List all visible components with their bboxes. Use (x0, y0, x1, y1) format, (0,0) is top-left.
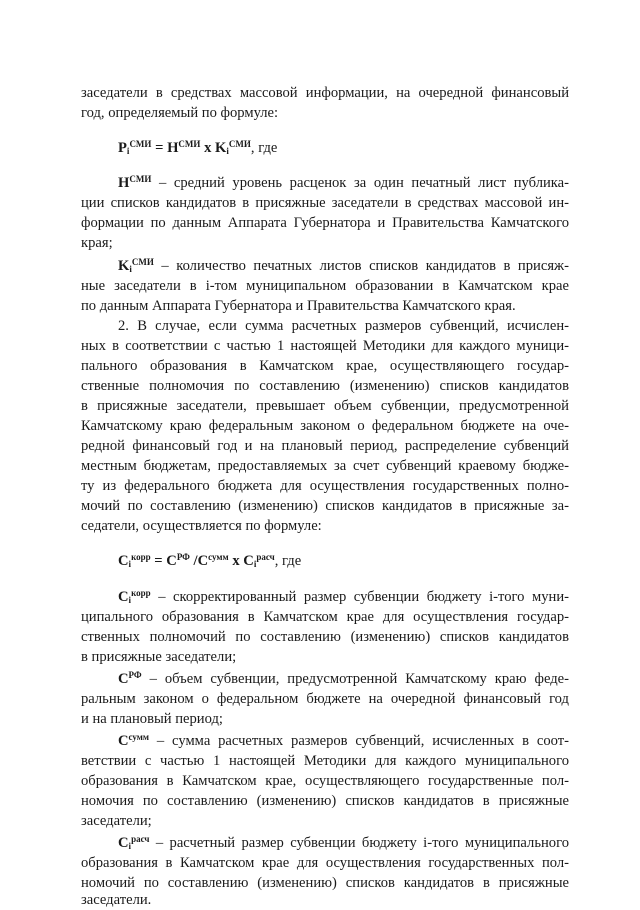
text-line: мочий по составлению (изменению) списков кандидатов в присяжные за- (81, 498, 569, 514)
text-line: и на плановый период; (81, 711, 223, 727)
formula-smi: $P_i^{СМИ} = H^{СМИ}$ x $K_i^{СМИ}$, где (118, 139, 278, 156)
text-line: седатели, осуществляется по формуле: (81, 518, 322, 534)
text-line: местным бюджетам, предоставляемых за счет субвенций краевому бюдже- (81, 458, 569, 474)
definition-c-summ: $C^{сумм}$ – сумма расчетных размеров субвенций, исчисленных в соот- (118, 732, 569, 749)
text-line: ральным законом о федеральном бюджете на очередной финансовый год (81, 691, 569, 707)
definition-c-rasch: $C_i^{расч}$ – расчетный размер субвенции бюджету i-того муниципального (118, 834, 569, 851)
text-line: образования в Камчатском крае, осуществляющего государственные пол- (81, 773, 569, 789)
text-line: по данным Аппарата Губернатора и Правительства Камчатского края. (81, 298, 516, 314)
text-line: ципального образования в Камчатском крае для осуществления государ- (81, 609, 569, 625)
text-line: образования в Камчатском крае для осуществления государственных пол- (81, 855, 569, 871)
text-line: ветствии с частью 1 настоящей Методики для каждого муниципального (81, 753, 569, 769)
text-line: ту из федерального бюджета для осуществления государственных полно- (81, 478, 569, 494)
text-line: заседатели в средствах массовой информации, на очередной финансовый (81, 85, 569, 101)
text-line: ных в соответствии с частью 1 настоящей Методики для каждого муници- (81, 338, 569, 354)
definition-h-smi: $H^{СМИ}$ – средний уровень расценок за один печатный лист публика- (118, 174, 570, 191)
text-line: год, определяемый по формуле: (81, 105, 279, 121)
text-line: номочия по составлению (изменению) списков кандидатов в присяжные (81, 793, 569, 809)
definition-c-korr: $C_i^{корр}$ – скорректированный размер субвенции бюджету i-того муни- (118, 588, 569, 605)
text-line: номочий по составлению (изменению) списков кандидатов в присяжные (81, 875, 569, 891)
text-line: ственные полномочия по составлению (изменению) списков кандидатов (81, 378, 569, 394)
text-line: пального образования в Камчатском крае, осуществляющего государ- (81, 358, 569, 374)
definition-c-rf: $C^{РФ}$ – объем субвенции, предусмотренной Камчатскому краю феде- (118, 670, 569, 687)
formula-korr: $C_i^{корр} = C^{РФ}$ $/C^{сумм}$ x $C_i^{расч}$, где (118, 552, 302, 569)
text-line: заседатели. (81, 892, 152, 908)
text-line: формации по данным Аппарата Губернатора и Правительства Камчатского (81, 215, 569, 231)
text-line: в присяжные заседатели, превышает объем субвенции, предусмотренной (81, 398, 569, 414)
text-line: редной финансовый год и на плановый период, распределение субвенций (81, 438, 569, 454)
text-line: ные заседатели в i-том муниципальном образовании в Камчатском крае (81, 278, 569, 294)
paragraph-2-start: 2. В случае, если сумма расчетных размеров субвенций, исчислен- (118, 318, 569, 334)
text-line: Камчатскому краю федеральным законом о федеральном бюджете на оче- (81, 418, 569, 434)
text-line: ции списков кандидатов в присяжные заседатели в средствах массовой ин- (81, 195, 569, 211)
text-line: заседатели; (81, 813, 152, 829)
text-line: в присяжные заседатели; (81, 649, 237, 665)
text-line: ственных полномочий по составлению (изменению) списков кандидатов (81, 629, 569, 645)
text-line: края; (81, 235, 113, 251)
definition-k-smi: $K_i^{СМИ}$ – количество печатных листов списков кандидатов в присяж- (118, 257, 569, 274)
